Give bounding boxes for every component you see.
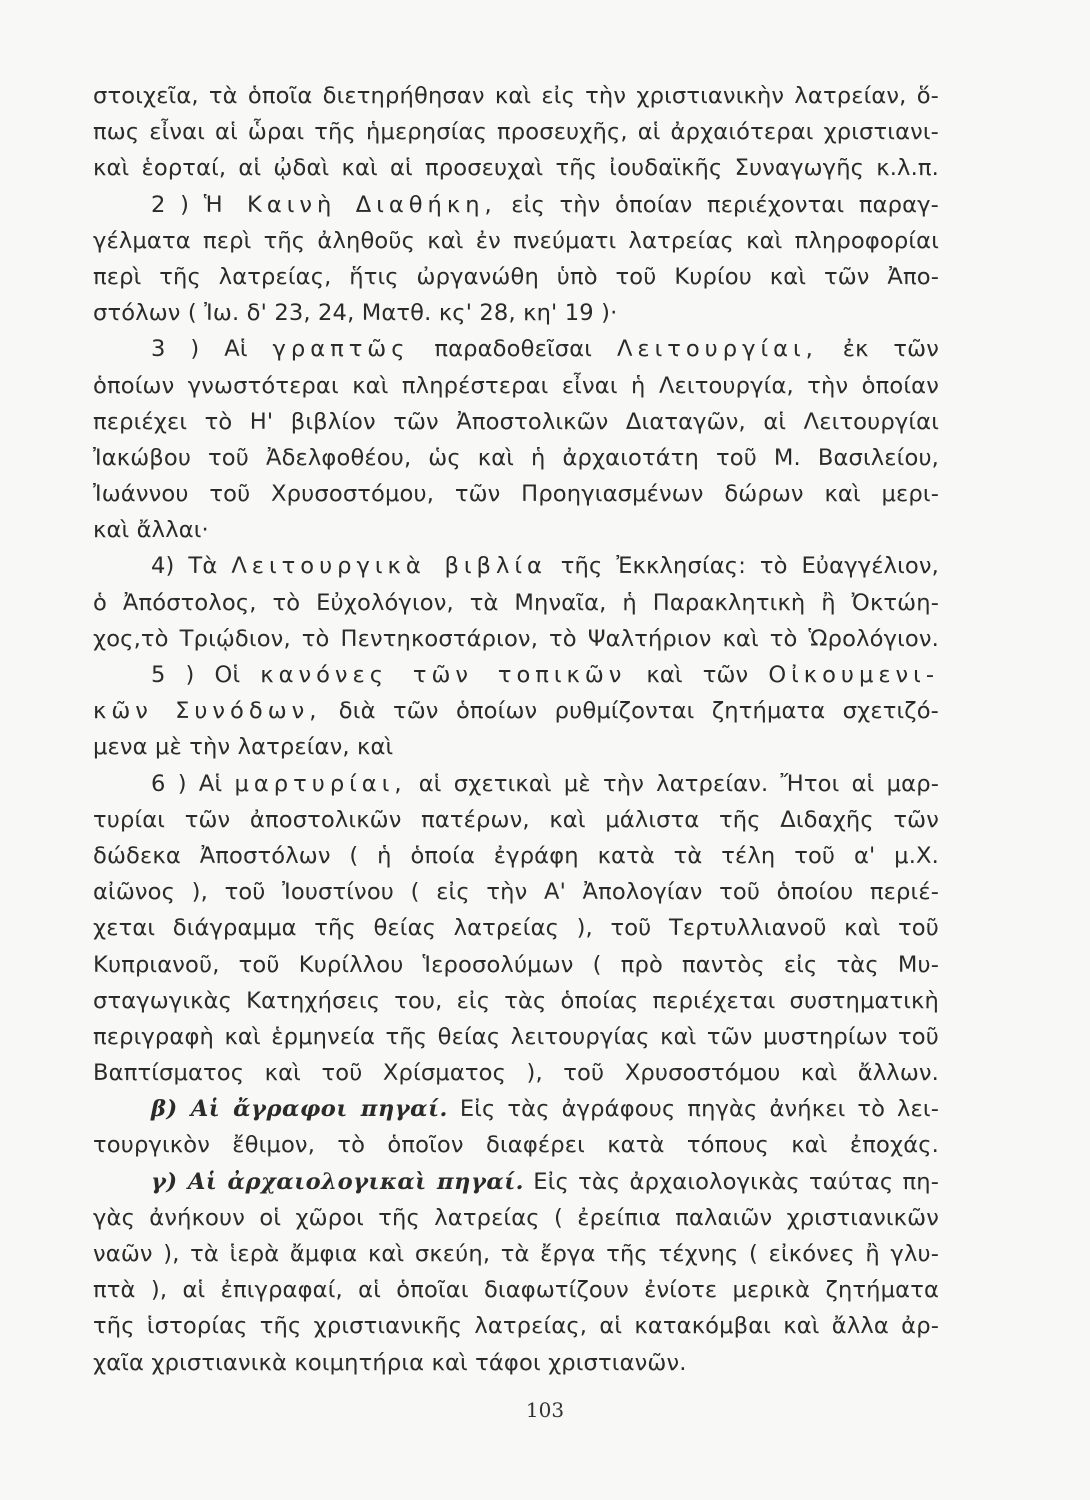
text-line: περὶ τῆς λατρείας, ἥτις ὠργανώθη ὑπὸ τοῦ Κυρίου καὶ τῶν Ἀπο- <box>93 263 939 290</box>
section-heading: β) Αἱ ἄγραφοι πηγαί. <box>151 1096 448 1123</box>
list-item-3 <box>93 331 939 367</box>
text-line: μενα μὲ τὴν λατρείαν, καὶ <box>93 734 394 761</box>
text-line: δώδεκα Ἀποστόλων ( ἡ ὁποία ἐγράφη κατὰ τὰ τέλη τοῦ α' μ.Χ. <box>93 842 939 869</box>
text-line: Ἰακώβου τοῦ Ἀδελφοθέου, ὡς καὶ ἡ ἀρχαιοτάτη τοῦ Μ. Βασιλείου, <box>93 444 939 471</box>
text-line: στόλων ( Ἰω. δ' 23, 24, Ματθ. κς' 28, κη' 19 )· <box>93 300 618 327</box>
text-line: Ἰωάννου τοῦ Χρυσοστόμου, τῶν Προηγιασμένων δώρων καὶ μερι- <box>93 481 939 508</box>
section-heading: γ) Αἱ ἀρχαιολογικαὶ πηγαί. <box>151 1168 525 1195</box>
list-item-6 <box>93 766 939 802</box>
emphasized-term: Ἡ Καινὴ Διαθήκη, <box>203 191 497 218</box>
text-run: Εἰς τὰς ἀρχαιολογικὰς ταύτας πη- <box>524 1168 939 1195</box>
text-run: αἱ σχετικαὶ μὲ τὴν λατρείαν. Ἤτοι αἱ μαρ- <box>406 770 939 797</box>
text-run: τῆς Ἐκκλησίας: τὸ Εὐαγγέλιον, <box>546 553 939 580</box>
emphasized-term: Λειτουργίαι, <box>616 336 818 363</box>
page-number: 103 <box>525 1398 565 1422</box>
text-line: Κυπριανοῦ, τοῦ Κυρίλλου Ἱεροσολύμων ( πρὸ παντὸς εἰς τὰς Μυ- <box>93 951 939 978</box>
text-line: σταγωγικὰς Κατηχήσεις του, εἰς τὰς ὁποίας περιέχεται συστηματικὴ <box>93 987 939 1014</box>
text-run: ἐκ τῶν <box>817 336 939 363</box>
emphasized-term: κανόνες τῶν τοπικῶν <box>260 662 627 688</box>
text-line: περιέχει τὸ Η' βιβλίον τῶν Ἀποστολικῶν Διαταγῶν, αἱ Λειτουργίαι <box>93 408 939 435</box>
text-line: γέλματα περὶ τῆς ἀληθοῦς καὶ ἐν πνεύματι λατρείας καὶ πληροφορίαι <box>93 227 939 254</box>
item-number: 6 ) Αἱ <box>151 770 235 797</box>
text-line: τῆς ἱστορίας τῆς χριστιανικῆς λατρείας, αἱ κατακόμβαι καὶ ἄλλα ἀρ- <box>93 1313 939 1340</box>
text-run: εἰς τὴν ὁποίαν περιέχονται παραγ- <box>496 191 939 218</box>
text-line: καὶ ἄλλαι· <box>93 517 209 544</box>
section-b <box>93 1091 939 1127</box>
text-line: περιγραφὴ καὶ ἑρμηνεία τῆς θείας λειτουργίας καὶ τῶν μυστηρίων τοῦ <box>93 1023 939 1050</box>
text-line: πτὰ ), αἱ ἐπιγραφαί, αἱ ὁποῖαι διαφωτίζουν ἐνίοτε μερικὰ ζητήματα <box>93 1277 939 1304</box>
text-run: καὶ τῶν <box>626 662 769 688</box>
text-line: πως εἶναι αἱ ὧραι τῆς ἡμερησίας προσευχῆς, αἱ ἀρχαιότεραι χριστιανι- <box>93 119 939 146</box>
text-line: ναῶν ), τὰ ἱερὰ ἄμφια καὶ σκεύη, τὰ ἔργα τῆς τέχνης ( εἰκόνες ἢ γλυ- <box>93 1241 939 1267</box>
item-number: 2 ) <box>151 191 204 218</box>
text-line: καὶ ἑορταί, αἱ ᾠδαὶ καὶ αἱ προσευχαὶ τῆς ἰουδαϊκῆς Συναγωγῆς κ.λ.π. <box>93 155 939 182</box>
text-line: τουργικὸν ἔθιμον, τὸ ὁποῖον διαφέρει κατὰ τόπους καὶ ἐποχάς. <box>93 1132 939 1159</box>
text-line: χαῖα χριστιανικὰ κοιμητήρια καὶ τάφοι χριστιανῶν. <box>93 1349 687 1376</box>
text-line: τυρίαι τῶν ἀποστολικῶν πατέρων, καὶ μάλιστα τῆς Διδαχῆς τῶν <box>93 806 939 833</box>
text-line: χεται διάγραμμα τῆς θείας λατρείας ), τοῦ Τερτυλλιανοῦ καὶ τοῦ <box>93 915 939 942</box>
text-line: χος,τὸ Τριῴδιον, τὸ Πεντηκοστάριον, τὸ Ψαλτήριον καὶ τὸ Ὡρολόγιον. <box>93 625 939 652</box>
item-number: 3 ) Αἱ <box>151 336 273 363</box>
list-item-5 <box>93 657 939 693</box>
emphasized-term: γραπτῶς <box>272 336 410 363</box>
emphasized-term: Οἰκουμενι- <box>768 662 939 688</box>
list-item-2 <box>93 187 939 223</box>
text-run: διὰ τῶν ὁποίων ρυθμίζονται ζητήματα σχετιζό- <box>321 698 939 725</box>
text-line: στοιχεῖα, τὰ ὁποῖα διετηρήθησαν καὶ εἰς τὴν χριστιανικὴν λατρείαν, ὅ- <box>93 83 939 109</box>
text-line: αἰῶνος ), τοῦ Ἰουστίνου ( εἰς τὴν Α' Ἀπολογίαν τοῦ ὁποίου περιέ- <box>93 879 939 906</box>
text-line: ὁ Ἀπόστολος, τὸ Εὐχολόγιον, τὰ Μηναῖα, ἡ Παρακλητικὴ ἢ Ὀκτώη- <box>93 589 939 616</box>
section-c <box>93 1164 939 1200</box>
body-text <box>93 78 939 1381</box>
text-line: Βαπτίσματος καὶ τοῦ Χρίσματος ), τοῦ Χρυσοστόμου καὶ ἄλλων. <box>93 1060 939 1087</box>
list-item-4 <box>93 548 939 584</box>
item-number: 5 ) Οἱ <box>151 662 261 688</box>
text-line: γὰς ἀνήκουν οἱ χῶροι τῆς λατρείας ( ἐρείπια παλαιῶν χριστιανικῶν <box>93 1204 939 1231</box>
text-run: παραδοθεῖσαι <box>409 336 617 363</box>
text-line: ὁποίων γνωστότεραι καὶ πληρέστεραι εἶναι ἡ Λειτουργία, τὴν ὁποίαν <box>93 372 939 399</box>
emphasized-term: μαρτυρίαι, <box>234 770 407 797</box>
emphasized-term: Λειτουργικὰ βιβλία <box>231 553 547 580</box>
item-number: 4) Τὰ <box>151 553 232 580</box>
text-line <box>93 693 939 729</box>
emphasized-term: κῶν Συνόδων, <box>93 698 322 725</box>
text-run: Εἰς τὰς ἀγράφους πηγὰς ἀνήκει τὸ λει- <box>447 1096 940 1123</box>
